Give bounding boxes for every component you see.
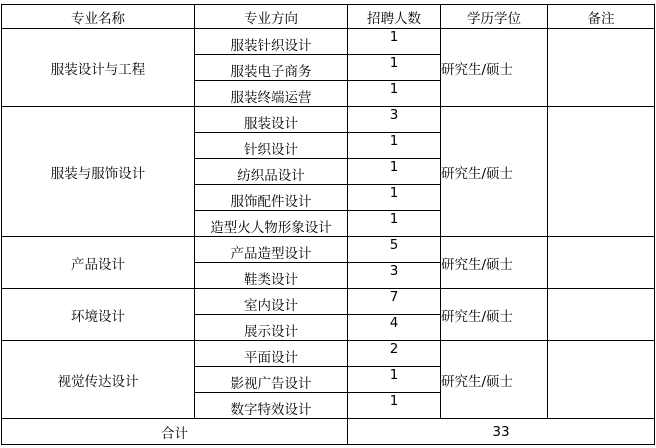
direction-cell: 鞋类设计 [195, 263, 348, 289]
count-cell: 3 [348, 263, 441, 289]
direction-cell: 产品造型设计 [195, 237, 348, 263]
count-cell: 7 [348, 289, 441, 315]
header-count: 招聘人数 [348, 5, 441, 29]
count-cell: 1 [348, 185, 441, 211]
degree-cell: 研究生/硕士 [441, 107, 548, 237]
count-cell: 1 [348, 159, 441, 185]
table-row [2, 341, 655, 367]
direction-cell: 造型火人物形象设计 [195, 211, 348, 237]
direction-cell: 影视广告设计 [195, 367, 348, 393]
degree-cell: 研究生/硕士 [441, 237, 548, 289]
count-cell: 1 [348, 55, 441, 81]
degree-cell: 研究生/硕士 [441, 289, 548, 341]
table-row [2, 237, 655, 263]
remark-cell [548, 289, 655, 341]
direction-cell: 平面设计 [195, 341, 348, 367]
count-cell: 1 [348, 367, 441, 393]
major-name: 服装设计与工程 [2, 29, 195, 107]
degree-cell: 研究生/硕士 [441, 29, 548, 107]
count-cell: 5 [348, 237, 441, 263]
major-name: 环境设计 [2, 289, 195, 341]
table-row [2, 289, 655, 315]
table-body [2, 29, 655, 419]
total-label: 合计 [2, 419, 348, 445]
table-header [2, 5, 655, 29]
count-cell: 1 [348, 211, 441, 237]
table-row [2, 29, 655, 55]
degree-cell: 研究生/硕士 [441, 341, 548, 419]
major-name: 产品设计 [2, 237, 195, 289]
recruitment-table [1, 4, 655, 445]
direction-cell: 展示设计 [195, 315, 348, 341]
count-cell: 3 [348, 107, 441, 133]
table-row [2, 107, 655, 133]
direction-cell: 室内设计 [195, 289, 348, 315]
direction-cell: 服装设计 [195, 107, 348, 133]
count-cell: 1 [348, 81, 441, 107]
count-cell: 1 [348, 393, 441, 419]
direction-cell: 数字特效设计 [195, 393, 348, 419]
header-direction: 专业方向 [195, 5, 348, 29]
remark-cell [548, 107, 655, 237]
header-remark: 备注 [548, 5, 655, 29]
header-major: 专业名称 [2, 5, 195, 29]
major-name: 服装与服饰设计 [2, 107, 195, 237]
table-footer [2, 419, 655, 445]
remark-cell [548, 29, 655, 107]
count-cell: 4 [348, 315, 441, 341]
direction-cell: 服饰配件设计 [195, 185, 348, 211]
direction-cell: 纺织品设计 [195, 159, 348, 185]
total-row [2, 419, 655, 445]
direction-cell: 针织设计 [195, 133, 348, 159]
count-cell: 1 [348, 29, 441, 55]
header-degree: 学历学位 [441, 5, 548, 29]
total-value: 33 [348, 419, 655, 445]
count-cell: 1 [348, 133, 441, 159]
remark-cell [548, 341, 655, 419]
direction-cell: 服装终端运营 [195, 81, 348, 107]
header-row [2, 5, 655, 29]
direction-cell: 服装针织设计 [195, 29, 348, 55]
direction-cell: 服装电子商务 [195, 55, 348, 81]
count-cell: 2 [348, 341, 441, 367]
remark-cell [548, 237, 655, 289]
major-name: 视觉传达设计 [2, 341, 195, 419]
